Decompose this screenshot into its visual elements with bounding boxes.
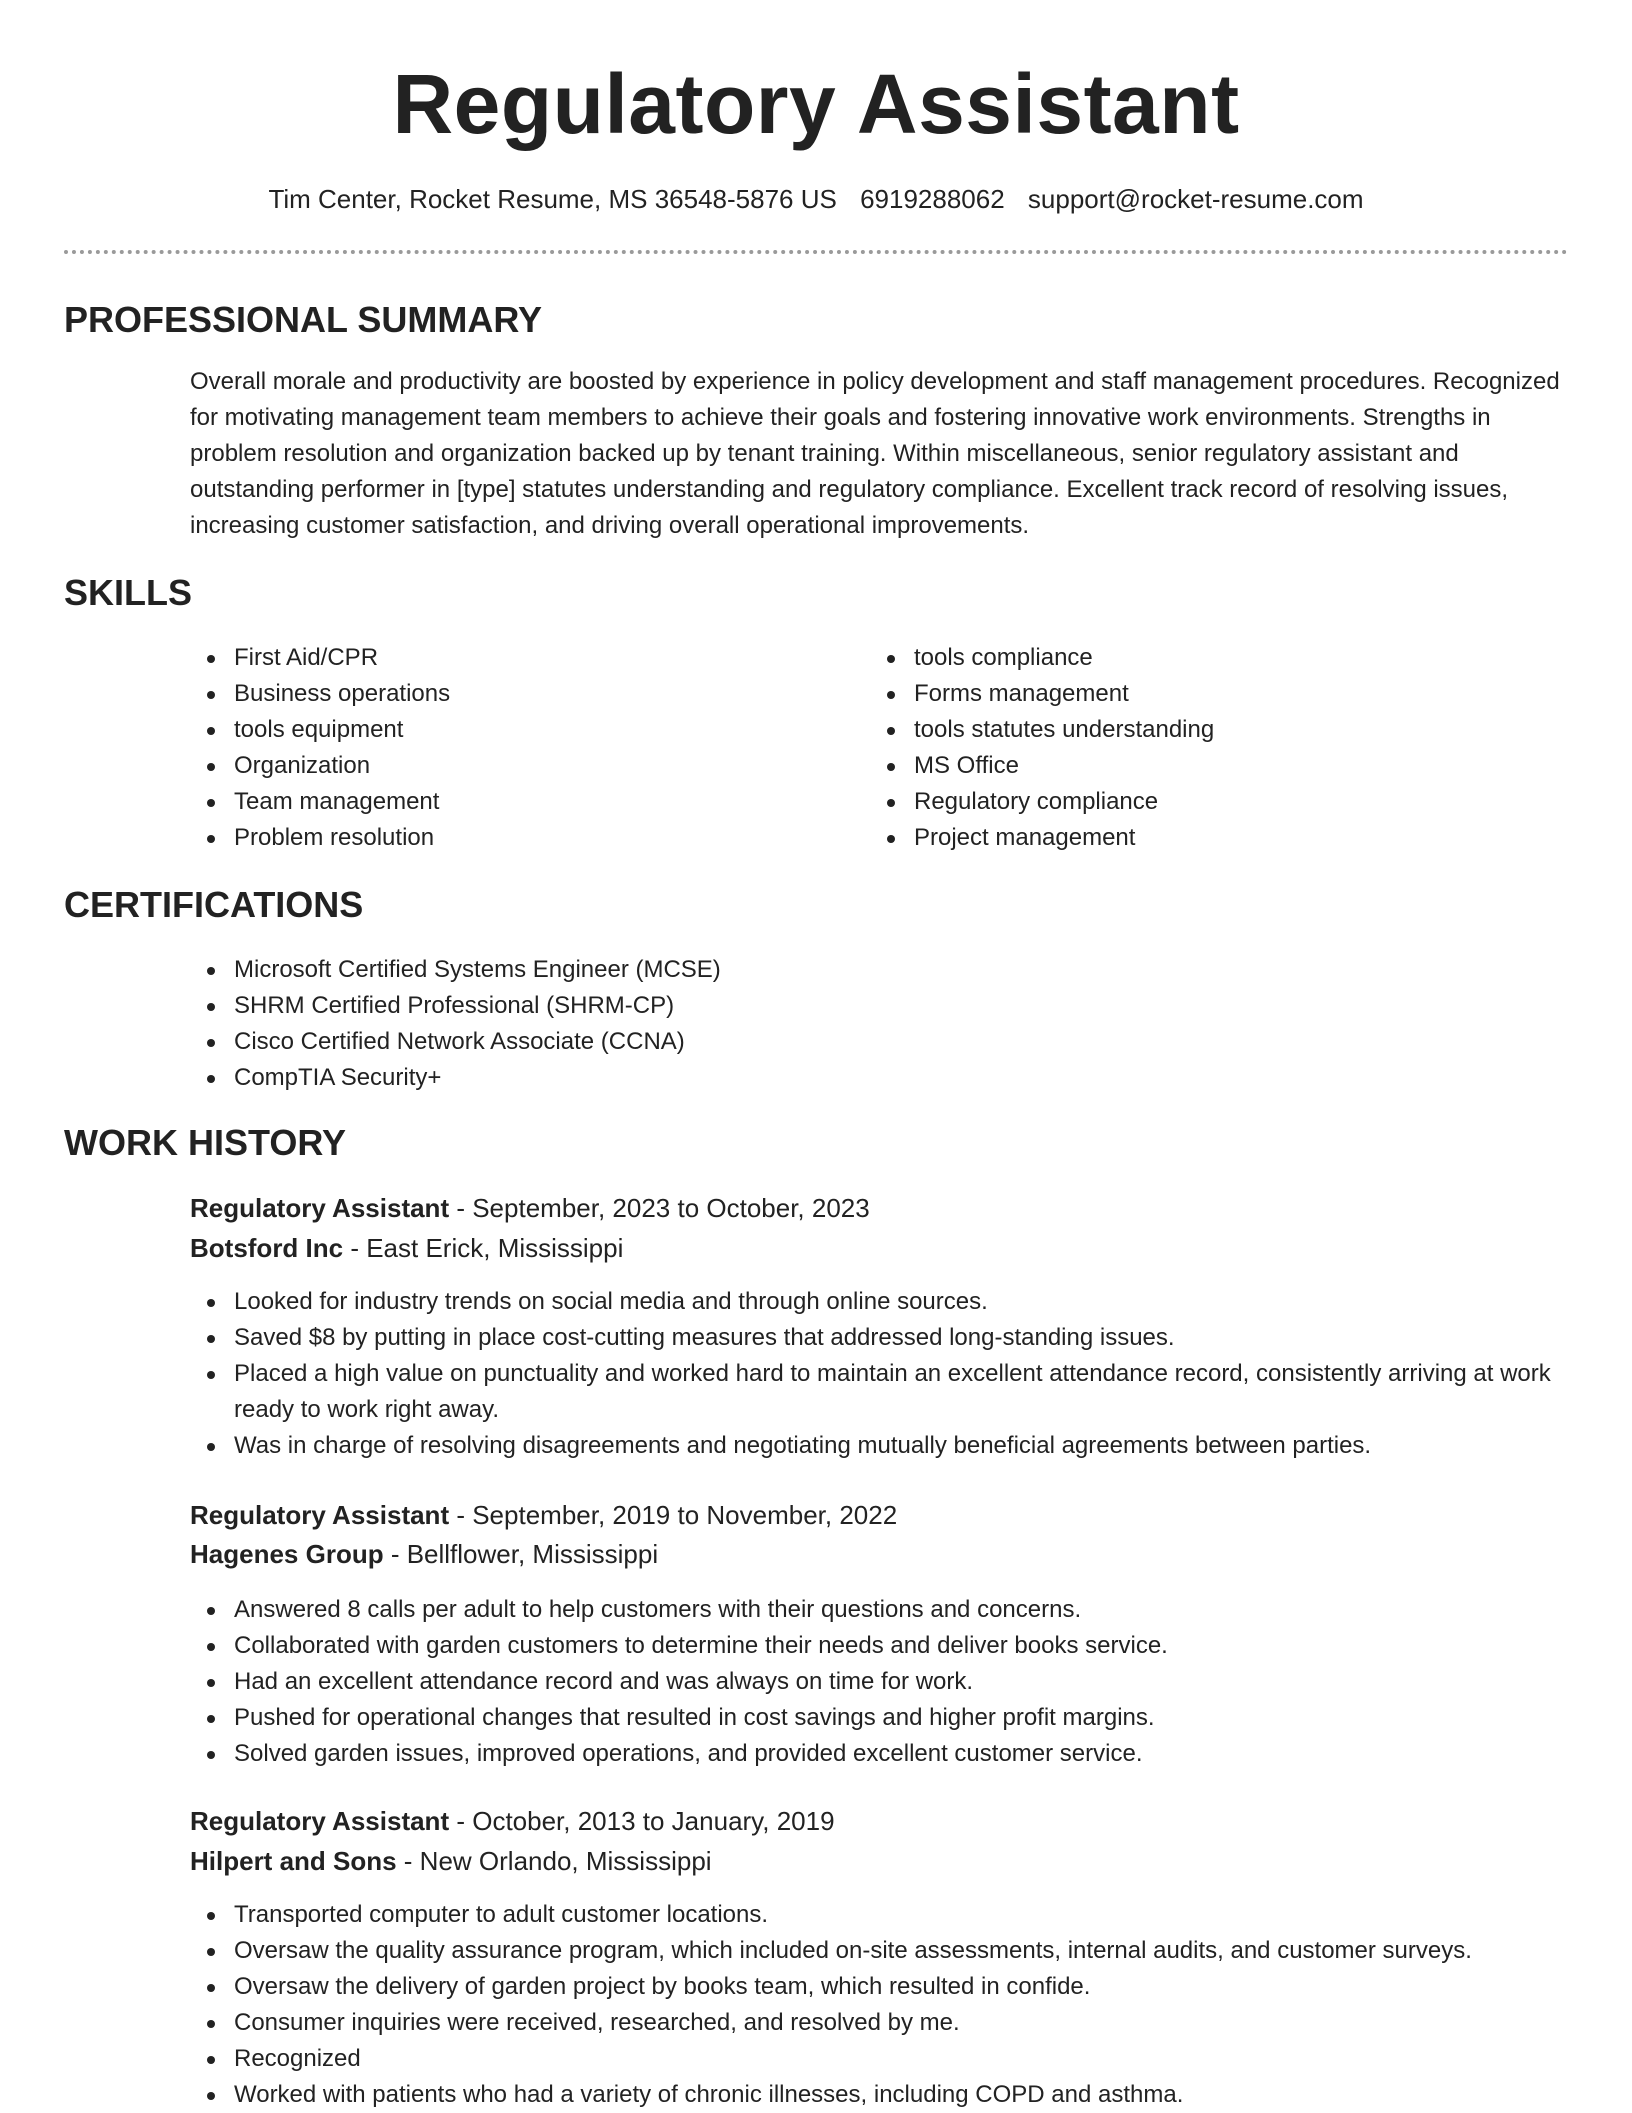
contact-phone: 6919288062 — [860, 184, 1005, 214]
list-item: CompTIA Security+ — [190, 1060, 1530, 1096]
job-location: - New Orlando, Mississippi — [396, 1846, 712, 1876]
job-bullets — [190, 1592, 1570, 1772]
list-item: Answered 8 calls per adult to help customers with their questions and concerns. — [190, 1592, 1570, 1628]
job-title: Regulatory Assistant — [190, 1806, 450, 1836]
job-company: Botsford Inc — [190, 1233, 344, 1263]
summary-text: Overall morale and productivity are boosted by experience in policy development and staff management procedures. Recognized for motivating management team members to achieve their goals and fostering innovative work environments. Strengths in problem resolution and organization backed up by tenant training. Within miscellaneous, senior regulatory assistant and outstanding performer in [type] statutes understanding and regulatory compliance. Excellent track record of resolving issues, increasing customer satisfaction, and driving overall operational improvements. — [190, 368, 1560, 539]
job-title: Regulatory Assistant — [190, 1193, 450, 1223]
list-item: Looked for industry trends on social media and through online sources. — [190, 1284, 1570, 1320]
list-item: Was in charge of resolving disagreements and negotiating mutually beneficial agreements between parties. — [190, 1428, 1570, 1464]
list-item: Oversaw the quality assurance program, which included on-site assessments, internal audits, and customer surveys. — [190, 1933, 1570, 1969]
job-bullets — [190, 1284, 1570, 1464]
list-item: Placed a high value on punctuality and worked hard to maintain an excellent attendance record, consistently arriving at work ready to work right away. — [190, 1356, 1570, 1428]
certifications-list — [190, 952, 1530, 1096]
job-dates: - September, 2023 to October, 2023 — [449, 1193, 870, 1223]
list-item: Cisco Certified Network Associate (CCNA) — [190, 1024, 1530, 1060]
list-item: Collaborated with garden customers to determine their needs and deliver books service. — [190, 1628, 1570, 1664]
job-title-line — [190, 1496, 897, 1534]
job-company-line — [190, 1229, 623, 1267]
work-history-heading: WORK HISTORY — [64, 1122, 347, 1163]
list-item: tools compliance — [870, 640, 1550, 676]
contact-address: Tim Center, Rocket Resume, MS 36548-5876 US — [268, 184, 837, 214]
list-item: Organization — [190, 748, 830, 784]
job-title-line — [190, 1189, 870, 1227]
list-item: Saved $8 by putting in place cost-cutting measures that addressed long-standing issues. — [190, 1320, 1570, 1356]
list-item: tools equipment — [190, 712, 830, 748]
list-item: Regulatory compliance — [870, 784, 1550, 820]
header-divider — [64, 250, 1568, 254]
list-item: Transported computer to adult customer locations. — [190, 1897, 1570, 1933]
list-item: Worked with patients who had a variety of chronic illnesses, including COPD and asthma. — [190, 2077, 1570, 2113]
skills-list-left — [190, 640, 830, 856]
job-bullets — [190, 1897, 1570, 2113]
skills-heading: SKILLS — [64, 572, 193, 613]
job-company: Hagenes Group — [190, 1539, 384, 1569]
list-item: Team management — [190, 784, 830, 820]
list-item: Project management — [870, 820, 1550, 856]
skills-list-right — [870, 640, 1550, 856]
list-item: Had an excellent attendance record and was always on time for work. — [190, 1664, 1570, 1700]
document-title: Regulatory Assistant — [392, 57, 1240, 151]
job-title-line — [190, 1802, 835, 1840]
list-item: Problem resolution — [190, 820, 830, 856]
list-item: Solved garden issues, improved operations, and provided excellent customer service. — [190, 1736, 1570, 1772]
job-title: Regulatory Assistant — [190, 1500, 450, 1530]
list-item: Microsoft Certified Systems Engineer (MCSE) — [190, 952, 1530, 988]
job-location: - Bellflower, Mississippi — [383, 1539, 659, 1569]
list-item: Pushed for operational changes that resulted in cost savings and higher profit margins. — [190, 1700, 1570, 1736]
job-company-line — [190, 1535, 658, 1573]
list-item: SHRM Certified Professional (SHRM-CP) — [190, 988, 1530, 1024]
summary-heading: PROFESSIONAL SUMMARY — [64, 299, 543, 340]
list-item: tools statutes understanding — [870, 712, 1550, 748]
contact-line — [64, 182, 1568, 216]
job-company-line — [190, 1842, 712, 1880]
certifications-heading: CERTIFICATIONS — [64, 884, 364, 925]
list-item: Consumer inquiries were received, researched, and resolved by me. — [190, 2005, 1570, 2041]
list-item: MS Office — [870, 748, 1550, 784]
job-dates: - October, 2013 to January, 2019 — [449, 1806, 835, 1836]
job-dates: - September, 2019 to November, 2022 — [449, 1500, 898, 1530]
resume-page — [64, 0, 1568, 2112]
job-company: Hilpert and Sons — [190, 1846, 397, 1876]
job-location: - East Erick, Mississippi — [343, 1233, 624, 1263]
list-item: Oversaw the delivery of garden project by books team, which resulted in confide. — [190, 1969, 1570, 2005]
contact-email[interactable]: support@rocket-resume.com — [1027, 184, 1364, 214]
list-item: Forms management — [870, 676, 1550, 712]
list-item: Business operations — [190, 676, 830, 712]
list-item: Recognized — [190, 2041, 1570, 2077]
list-item: First Aid/CPR — [190, 640, 830, 676]
